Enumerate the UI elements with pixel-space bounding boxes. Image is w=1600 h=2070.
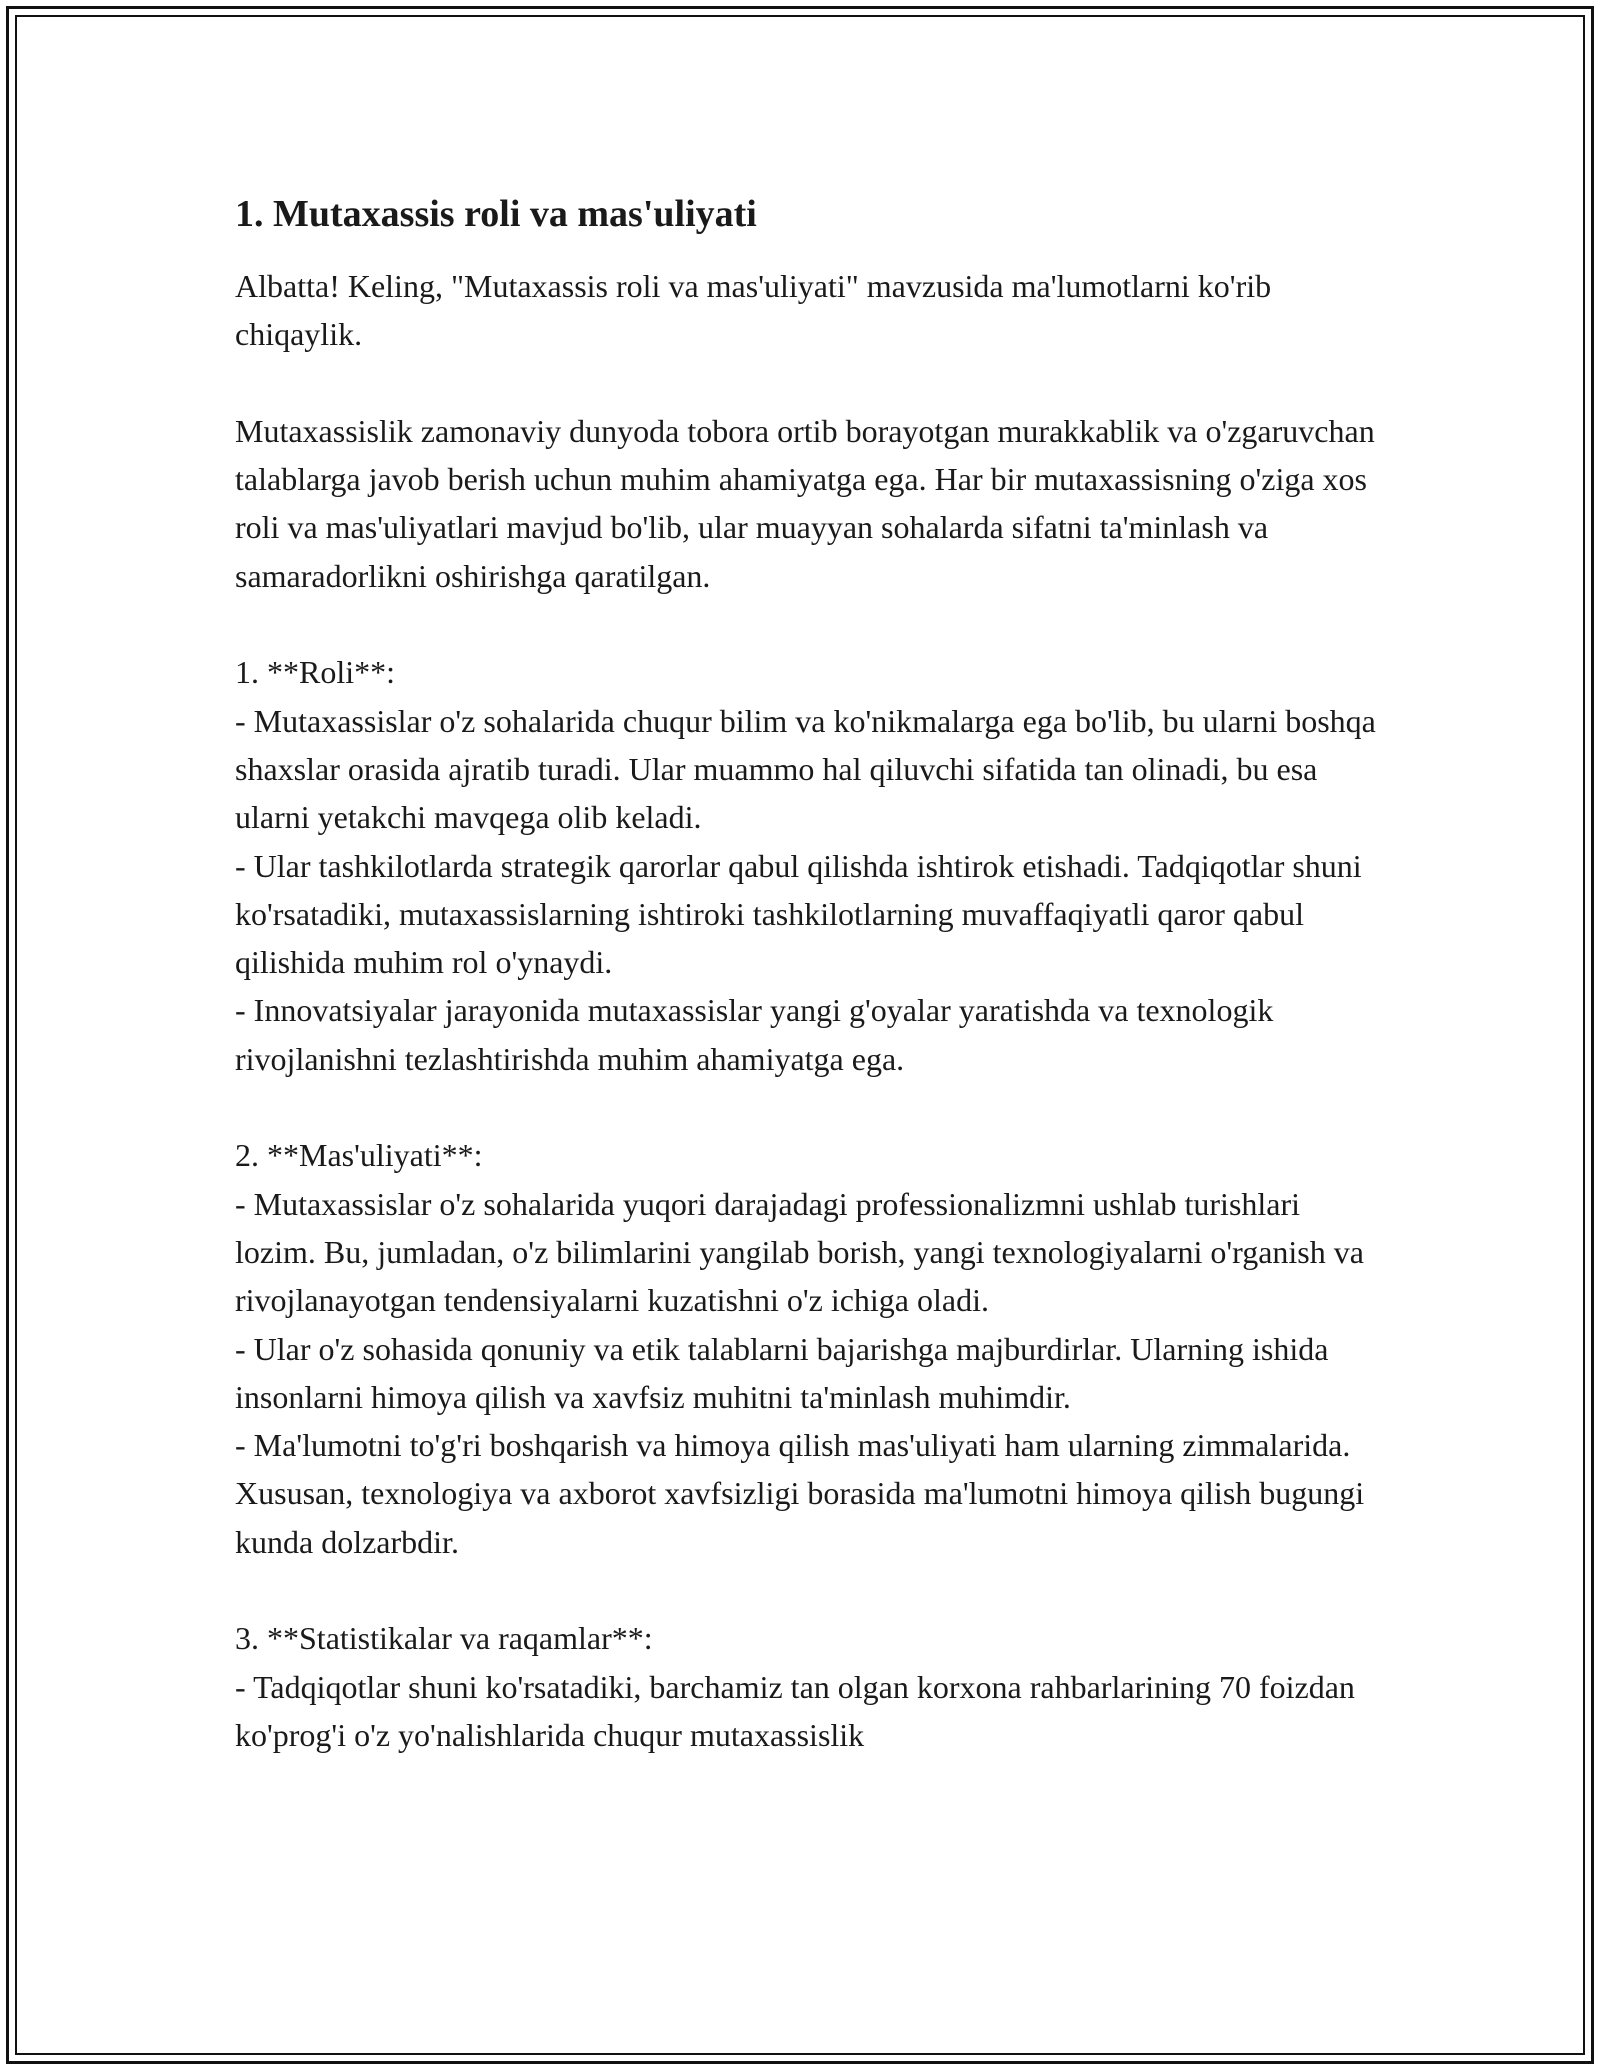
section-title: 2. **Mas'uliyati**: [235, 1137, 483, 1174]
paragraph-spacer [235, 1566, 1385, 1614]
section-title: 3. **Statistikalar va raqamlar**: [235, 1620, 653, 1657]
overview-paragraph: Mutaxassislik zamonaviy dunyoda tobora ortib borayotgan murakkablik va o'zgaruvchan talablarga javob berish uchun muhim ahamiyatga ega. Har bir mutaxassisning o'ziga xos roli va mas'uliyatlari mavjud bo'lib, ular muayyan sohalarda sifatni ta'minlash va samaradorlikni oshirishga qaratilgan. [235, 412, 1375, 594]
section-roli [235, 648, 1385, 1083]
list-item: - Tadqiqotlar shuni ko'rsatadiki, barchamiz tan olgan korxona rahbarlarining 70 foizdan ko'prog'i o'z yo'nalishlarida chuqur mutaxassislik [235, 1668, 1355, 1753]
paragraph-spacer [235, 600, 1385, 648]
list-item: - Mutaxassislar o'z sohalarida yuqori darajadagi professionalizmni ushlab turishlari lozim. Bu, jumladan, o'z bilimlarini yangilab borish, yangi texnologiyalarni o'rganish va rivojlanayotgan tendensiyalarni kuzatishni o'z ichiga oladi. [235, 1185, 1364, 1319]
paragraph-spacer [235, 359, 1385, 407]
intro-paragraph: Albatta! Keling, "Mutaxassis roli va mas'uliyati" mavzusida ma'lumotlarni ko'rib chiqaylik. [235, 268, 1272, 353]
list-item: - Mutaxassislar o'z sohalarida chuqur bilim va ko'nikmalarga ega bo'lib, bu ularni boshqa shaxslar orasida ajratib turadi. Ular muammo hal qiluvchi sifatida tan olinadi, bu esa ularni yetakchi mavqega olib keladi. [235, 702, 1376, 836]
section-statistikalar [235, 1614, 1385, 1759]
list-item: - Innovatsiyalar jarayonida mutaxassislar yangi g'oyalar yaratishda va texnologik rivojlanishni tezlashtirishda muhim ahamiyatga ega. [235, 992, 1274, 1077]
list-item: - Ular o'z sohasida qonuniy va etik talablarni bajarishga majburdirlar. Ularning ishida insonlarni himoya qilish va xavfsiz muhitni ta'minlash muhimdir. [235, 1330, 1329, 1415]
section-masuliyati [235, 1131, 1385, 1566]
document-body [235, 186, 1385, 1759]
paragraph-spacer [235, 1083, 1385, 1131]
list-item: - Ular tashkilotlarda strategik qarorlar qabul qilishda ishtirok etishadi. Tadqiqotlar shuni ko'rsatadiki, mutaxassislarning ishtiroki tashkilotlarning muvaffaqiyatli qaror qabul qilishida muhim rol o'ynaydi. [235, 847, 1362, 981]
document-heading: 1. Mutaxassis roli va mas'uliyati [235, 193, 757, 235]
section-title: 1. **Roli**: [235, 654, 396, 691]
list-item: - Ma'lumotni to'g'ri boshqarish va himoya qilish mas'uliyati ham ularning zimmalarida. Xususan, texnologiya va axborot xavfsizligi borasida ma'lumotni himoya qilish bugungi kunda dolzarbdir. [235, 1427, 1365, 1560]
